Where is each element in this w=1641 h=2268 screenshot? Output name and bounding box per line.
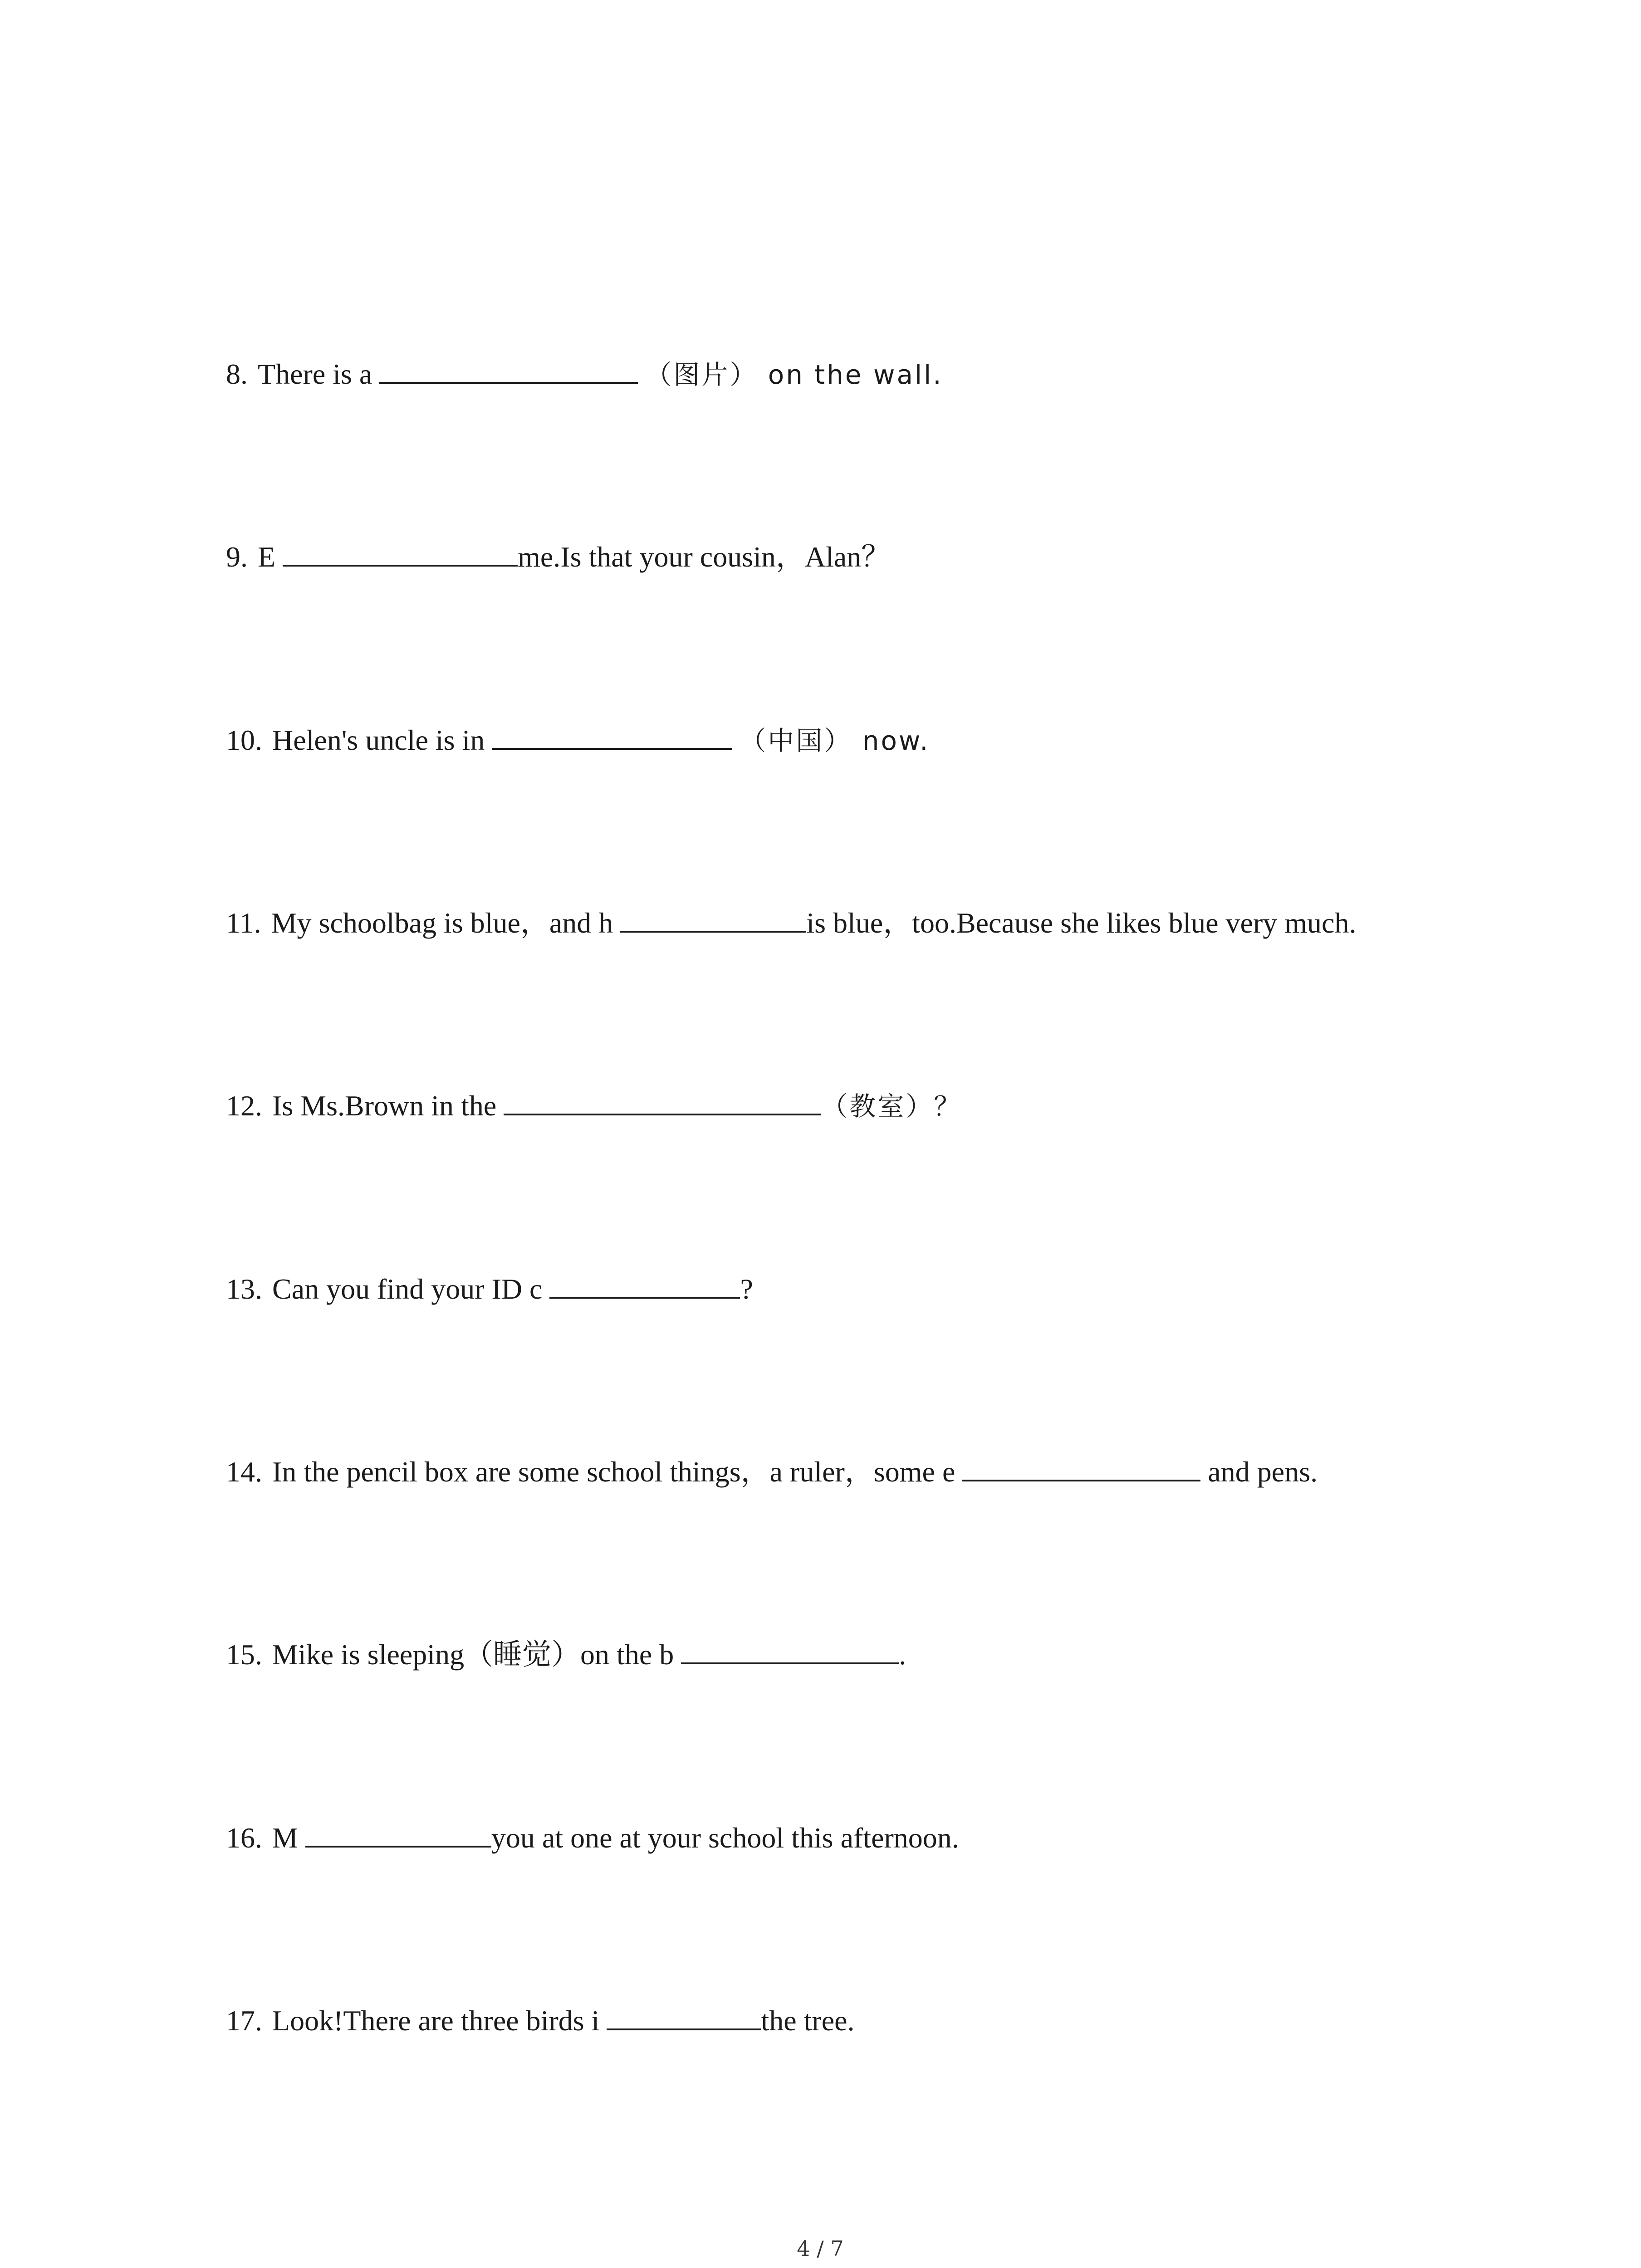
question-9: [226, 537, 890, 577]
answer-blank[interactable]: [492, 720, 732, 750]
question-number: 13.: [226, 1273, 262, 1305]
question-number: 9.: [226, 541, 248, 573]
answer-blank[interactable]: [379, 354, 638, 384]
question-text-before: Can you find your ID c: [272, 1273, 543, 1305]
question-number: 16.: [226, 1822, 262, 1854]
answer-blank[interactable]: [681, 1634, 899, 1664]
question-number: 14.: [226, 1456, 262, 1488]
question-number: 15.: [226, 1638, 262, 1671]
answer-blank[interactable]: [962, 1452, 1200, 1481]
question-8: [226, 354, 943, 395]
question-number: 8.: [226, 358, 248, 390]
question-12: [226, 1085, 962, 1126]
question-number: 17.: [226, 2004, 262, 2037]
answer-blank[interactable]: [549, 1269, 740, 1299]
question-number: 11.: [226, 907, 261, 939]
answer-blank[interactable]: [305, 1818, 491, 1848]
question-16: [226, 1818, 959, 1858]
question-text-before: In the pencil box are some school things，a ruler，some e: [272, 1456, 955, 1488]
answer-blank[interactable]: [283, 537, 518, 567]
question-text-before: My schoolbag is blue，and h: [271, 907, 613, 939]
question-13: [226, 1269, 753, 1310]
question-text-after: （中国） now.: [740, 725, 930, 756]
question-text-after: ?: [740, 1273, 753, 1305]
question-11: [226, 903, 1356, 943]
question-text-before: Is Ms.Brown in the: [272, 1090, 497, 1122]
question-number: 12.: [226, 1090, 262, 1122]
answer-blank[interactable]: [607, 2000, 761, 2030]
question-text-after: is blue，too.Because she likes blue very much.: [806, 907, 1357, 939]
answer-blank[interactable]: [620, 903, 806, 933]
question-text-after: me.Is that your cousin，Alan？: [518, 541, 891, 573]
answer-blank[interactable]: [504, 1085, 821, 1115]
question-14: [226, 1452, 1318, 1492]
question-15: [226, 1634, 906, 1675]
question-text-before: Look!There are three birds i: [272, 2004, 600, 2037]
question-text-before: Mike is sleeping（睡觉）on the b: [272, 1638, 674, 1671]
question-text-after: （教室）？: [821, 1091, 962, 1122]
question-10: [226, 720, 930, 761]
question-text-before: Helen's uncle is in: [272, 724, 485, 756]
question-text-after: （图片） on the wall.: [645, 359, 943, 390]
question-17: [226, 2000, 855, 2041]
question-text-after: the tree.: [761, 2004, 855, 2037]
question-text-before: E: [258, 541, 276, 573]
question-text-after: .: [899, 1638, 906, 1671]
question-text-after: you at one at your school this afternoon.: [491, 1822, 959, 1854]
question-text-after: and pens.: [1208, 1456, 1318, 1488]
question-text-before: M: [272, 1822, 298, 1854]
question-number: 10.: [226, 724, 262, 756]
question-text-before: There is a: [258, 358, 372, 390]
page-number: 4 / 7: [797, 2236, 844, 2261]
